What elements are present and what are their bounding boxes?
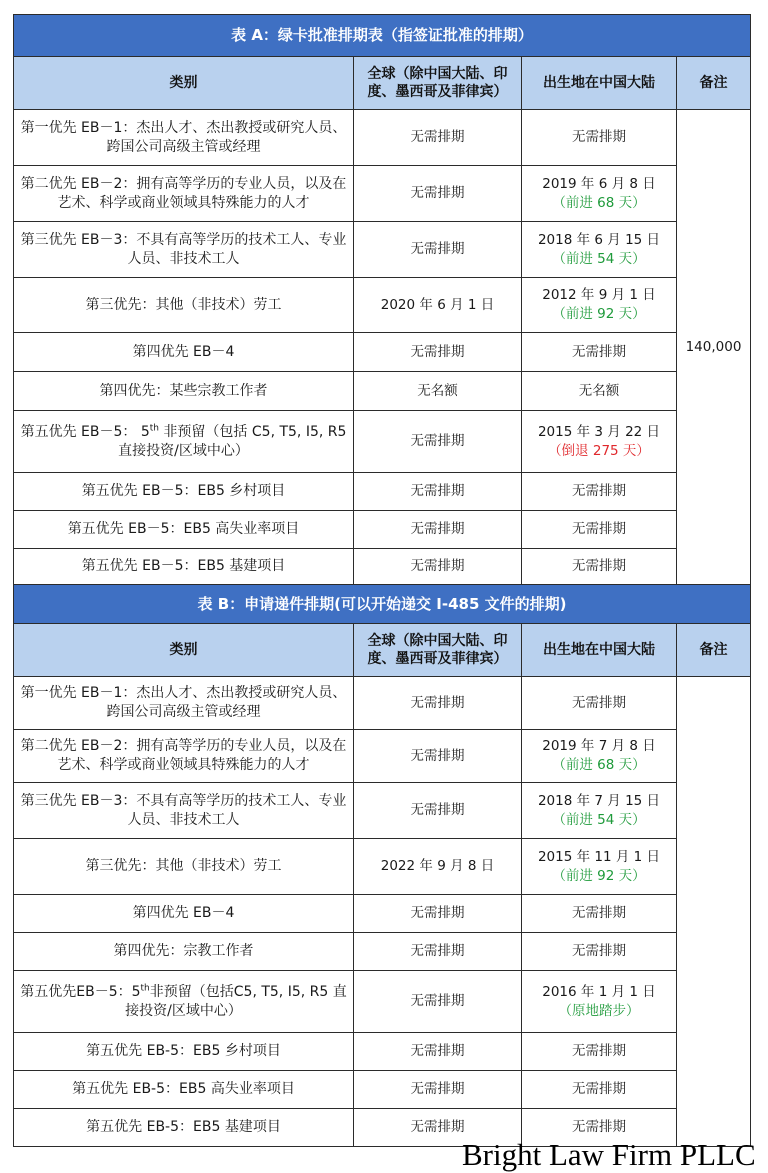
table-a-title: 表 A：绿卡批准排期表（指签证批准的排期） (14, 15, 751, 57)
global-cell: 无需排期 (354, 895, 522, 933)
table-row (14, 549, 751, 585)
priority-date: 2015 年 11 月 1 日 (537, 848, 661, 865)
china-cell: 无需排期 (522, 511, 677, 549)
table-row (14, 783, 751, 839)
category-cell: 第三优先 EB－3：不具有高等学历的技术工人、专业人员、非技术工人 (14, 783, 354, 839)
global-cell: 无需排期 (354, 971, 522, 1033)
china-cell: 无需排期 (522, 933, 677, 971)
china-cell: 无需排期 (522, 1109, 677, 1147)
table-b-header-row (14, 624, 751, 677)
china-cell: 无需排期 (522, 1033, 677, 1071)
china-cell (522, 730, 677, 783)
table-row (14, 1071, 751, 1109)
table-row (14, 278, 751, 333)
category-cell: 第二优先 EB－2：拥有高等学历的专业人员，以及在艺术、科学或商业领域具特殊能力的人才 (14, 166, 354, 222)
table-a-header-row (14, 57, 751, 110)
global-cell: 无需排期 (354, 411, 522, 473)
china-cell: 无需排期 (522, 1071, 677, 1109)
priority-date: 2019 年 6 月 8 日 (542, 175, 656, 192)
header-remark: 备注 (677, 57, 751, 110)
category-cell: 第四优先：某些宗教工作者 (14, 372, 354, 411)
category-cell: 第四优先 EB－4 (14, 895, 354, 933)
change-advance: （前进 54 天） (552, 811, 646, 828)
priority-date: 2012 年 9 月 1 日 (542, 287, 656, 303)
global-cell: 无需排期 (354, 1109, 522, 1147)
global-cell: 无需排期 (354, 473, 522, 511)
global-cell: 无需排期 (354, 549, 522, 585)
table-row (14, 971, 751, 1033)
table-row (14, 933, 751, 971)
china-cell: 无需排期 (522, 895, 677, 933)
remark-cell (677, 677, 751, 1147)
global-cell: 2022 年 9 月 8 日 (354, 839, 522, 895)
priority-date: 2015 年 3 月 22 日 (537, 423, 661, 440)
change-advance: （前进 92 天） (552, 306, 646, 322)
global-cell: 无需排期 (354, 1071, 522, 1109)
table-b-title: 表 B：申请递件排期(可以开始递交 I-485 文件的排期) (14, 585, 751, 624)
table-b (13, 584, 751, 1147)
china-cell (522, 783, 677, 839)
category-cell: 第二优先 EB－2：拥有高等学历的专业人员，以及在艺术、科学或商业领域具特殊能力的人才 (14, 730, 354, 783)
table-row (14, 730, 751, 783)
global-cell: 无需排期 (354, 933, 522, 971)
category-cell (14, 411, 354, 473)
header-global: 全球（除中国大陆、印度、墨西哥及菲律宾） (354, 57, 522, 110)
change-advance: （前进 68 天） (552, 757, 646, 773)
priority-date: 2016 年 1 月 1 日 (542, 983, 656, 1000)
header-china: 出生地在中国大陆 (522, 624, 677, 677)
china-cell: 无需排期 (522, 110, 677, 166)
category-cell: 第一优先 EB－1：杰出人才、杰出教授或研究人员、跨国公司高级主管或经理 (14, 677, 354, 730)
global-cell: 无需排期 (354, 333, 522, 372)
global-cell: 无需排期 (354, 110, 522, 166)
global-cell: 无需排期 (354, 677, 522, 730)
category-cell: 第一优先 EB－1：杰出人才、杰出教授或研究人员、跨国公司高级主管或经理 (14, 110, 354, 166)
global-cell: 无需排期 (354, 730, 522, 783)
china-cell (522, 278, 677, 333)
global-cell: 2020 年 6 月 1 日 (354, 278, 522, 333)
category-cell: 第五优先 EB-5：EB5 乡村项目 (14, 1033, 354, 1071)
table-row (14, 473, 751, 511)
china-cell (522, 839, 677, 895)
table-row (14, 166, 751, 222)
header-category: 类别 (14, 57, 354, 110)
change-advance: （前进 54 天） (552, 250, 646, 267)
category-cell: 第三优先 EB－3：不具有高等学历的技术工人、专业人员、非技术工人 (14, 222, 354, 278)
china-cell: 无需排期 (522, 333, 677, 372)
superscript-text: th (149, 422, 159, 433)
change-retreat: （倒退 275 天） (548, 442, 650, 459)
global-cell: 无需排期 (354, 783, 522, 839)
category-cell: 第三优先：其他（非技术）劳工 (14, 839, 354, 895)
category-cell: 第四优先 EB－4 (14, 333, 354, 372)
table-row (14, 677, 751, 730)
table-row (14, 895, 751, 933)
firm-watermark: Bright Law Firm PLLC (462, 1137, 756, 1172)
header-remark: 备注 (677, 624, 751, 677)
category-text: 第五优先EB－5：5 (20, 983, 141, 1000)
table-row (14, 333, 751, 372)
change-advance: （前进 92 天） (552, 867, 646, 884)
table-row (14, 372, 751, 411)
change-advance: （前进 68 天） (552, 194, 646, 211)
header-china: 出生地在中国大陆 (522, 57, 677, 110)
table-row (14, 839, 751, 895)
table-row (14, 1033, 751, 1071)
china-cell: 无需排期 (522, 549, 677, 585)
header-category: 类别 (14, 624, 354, 677)
china-cell (522, 166, 677, 222)
global-cell: 无需排期 (354, 1033, 522, 1071)
change-unchanged: （原地踏步） (558, 1002, 640, 1019)
remark-cell: 140,000 (677, 110, 751, 585)
category-cell: 第五优先 EB-5：EB5 基建项目 (14, 1109, 354, 1147)
category-cell: 第三优先：其他（非技术）劳工 (14, 278, 354, 333)
china-cell (522, 222, 677, 278)
table-row (14, 511, 751, 549)
category-cell: 第五优先 EB－5：EB5 基建项目 (14, 549, 354, 585)
category-text-rest: 非预留（包括C5, T5, I5, R5 直接投资/区域中心） (125, 983, 347, 1019)
china-cell (522, 411, 677, 473)
global-cell: 无需排期 (354, 222, 522, 278)
table-row (14, 222, 751, 278)
priority-date: 2018 年 7 月 15 日 (537, 792, 661, 809)
china-cell (522, 971, 677, 1033)
category-text: 第五优先 EB－5： 5 (20, 423, 150, 440)
priority-date: 2018 年 6 月 15 日 (537, 231, 661, 248)
table-row (14, 110, 751, 166)
priority-date: 2019 年 7 月 8 日 (542, 738, 656, 754)
china-cell: 无需排期 (522, 473, 677, 511)
china-cell: 无需排期 (522, 677, 677, 730)
category-cell: 第五优先 EB－5：EB5 高失业率项目 (14, 511, 354, 549)
category-cell (14, 971, 354, 1033)
table-row (14, 411, 751, 473)
global-cell: 无名额 (354, 372, 522, 411)
category-text-rest: 非预留（包括 C5, T5, I5, R5 直接投资/区域中心） (118, 423, 347, 459)
header-global: 全球（除中国大陆、印度、墨西哥及菲律宾） (354, 624, 522, 677)
table-a (13, 14, 751, 585)
global-cell: 无需排期 (354, 511, 522, 549)
china-cell: 无名额 (522, 372, 677, 411)
category-cell: 第四优先：宗教工作者 (14, 933, 354, 971)
category-cell: 第五优先 EB－5：EB5 乡村项目 (14, 473, 354, 511)
global-cell: 无需排期 (354, 166, 522, 222)
superscript-text: th (140, 982, 150, 993)
category-cell: 第五优先 EB-5：EB5 高失业率项目 (14, 1071, 354, 1109)
